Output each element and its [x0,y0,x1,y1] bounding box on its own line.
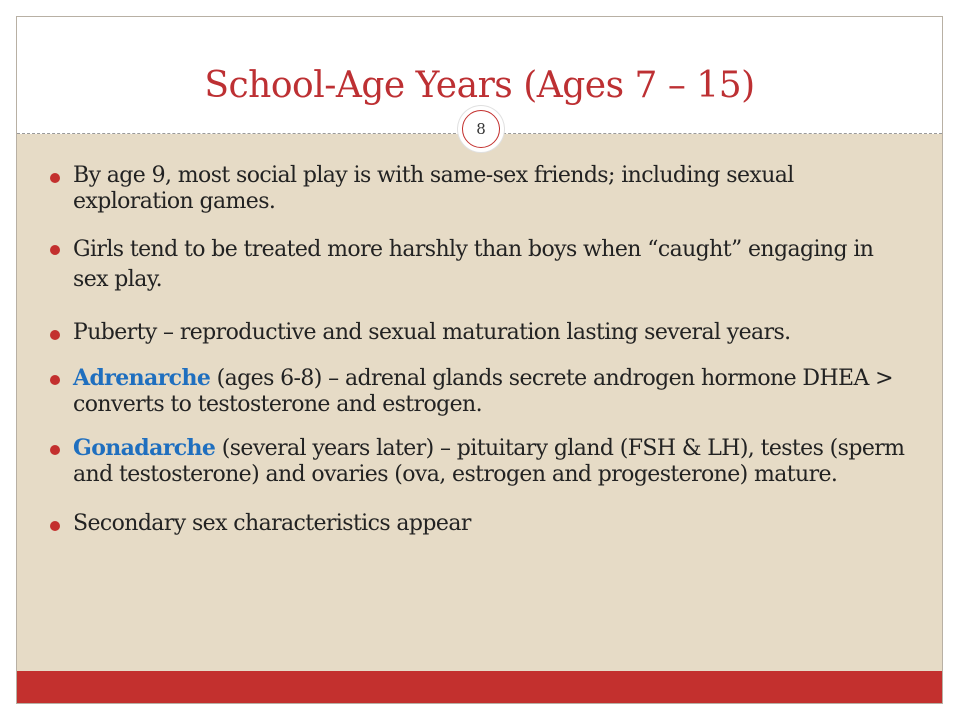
bullet-text: (ages 6-8) – adrenal glands secrete androgen hormone DHEA > converts to testosterone and estrogen. [73,366,894,417]
bullet-item [73,435,913,488]
bottom-accent-band [17,671,942,703]
slide-title: School-Age Years (Ages 7 – 15) [204,65,755,106]
bullet-item [73,365,913,418]
bullet-item [73,511,913,537]
page-number-badge [458,106,504,152]
bullet-item [73,320,913,346]
bullet-text: By age 9, most social play is with same-sex friends; including sexual exploration games. [73,163,794,214]
bullet-text: Puberty – reproductive and sexual maturation lasting several years. [73,320,791,345]
bullet-item [73,163,913,215]
highlighted-term: Gonadarche [73,435,216,461]
page-number: 8 [462,110,500,148]
highlighted-term: Adrenarche [73,365,211,391]
bullet-text: (several years later) – pituitary gland (FSH & LH), testes (sperm and testosterone) and ovaries (ova, estrogen and progesterone) mature. [73,436,905,487]
bullet-text: Secondary sex characteristics appear [73,511,471,536]
bullet-text: Girls tend to be treated more harshly than boys when “caught” engaging in sex play. [73,237,874,292]
bullet-list [73,163,913,537]
bullet-item [73,235,913,295]
